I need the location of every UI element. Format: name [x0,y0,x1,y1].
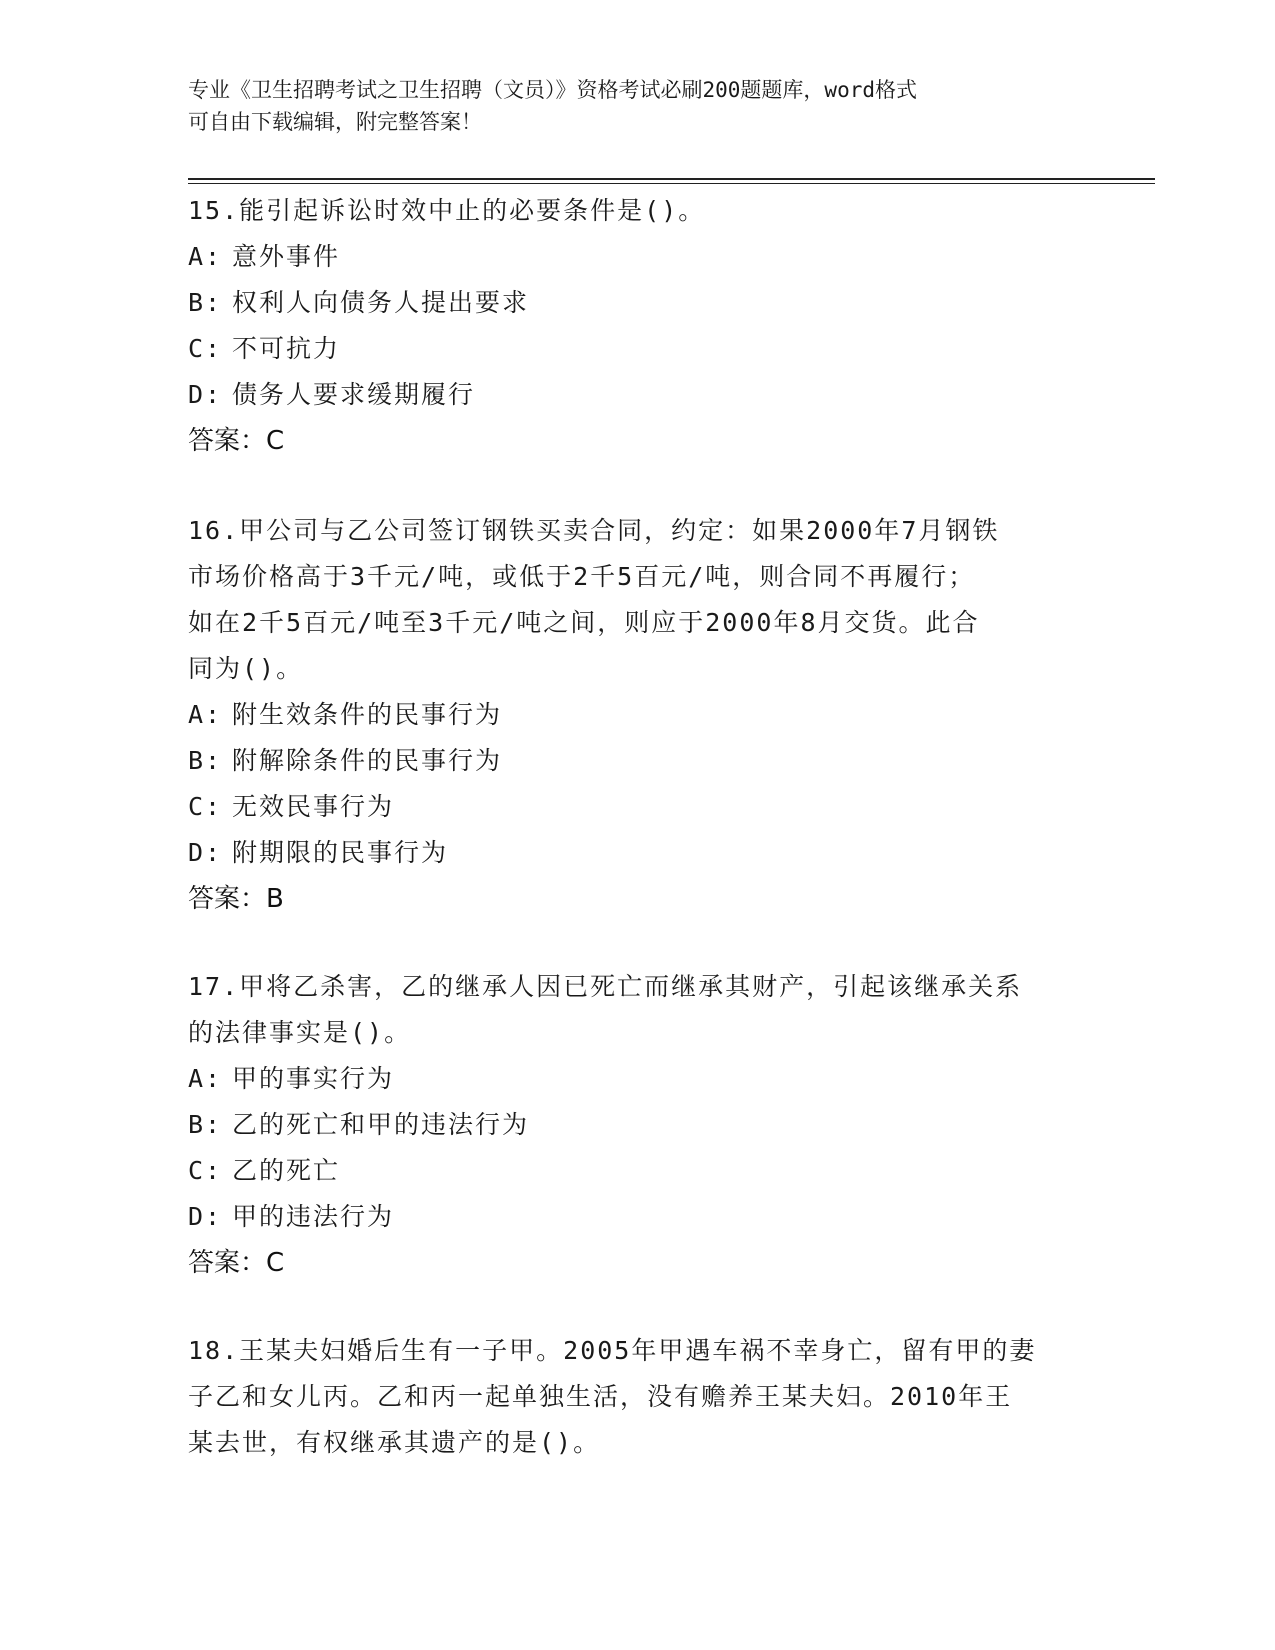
option-text: 乙的死亡和甲的违法行为 [232,1110,530,1139]
answer-label: 答案：C [188,426,285,456]
option-letter: A: [188,700,223,729]
option-text: 附期限的民事行为 [232,838,449,867]
option-c [188,1148,1088,1194]
question-18 [188,1328,1088,1466]
question-stem: 18.王某夫妇婚后生有一子甲。2005年甲遇车祸不幸身亡，留有甲的妻 [188,1336,1037,1365]
option-text: 乙的死亡 [232,1156,341,1185]
option-text: 甲的事实行为 [232,1064,395,1093]
option-c [188,326,1088,372]
option-letter: A: [188,242,223,271]
question-stem: 子乙和女儿丙。乙和丙一起单独生活，没有赡养王某夫妇。2010年王 [188,1382,1013,1411]
header-divider-thick [188,178,1155,180]
document-header [188,74,1088,138]
option-a [188,692,1088,738]
option-text: 债务人要求缓期履行 [232,380,476,409]
question-stem: 16.甲公司与乙公司签订钢铁买卖合同，约定：如果2000年7月钢铁 [188,516,1000,545]
question-stem: 市场价格高于3千元/吨，或低于2千5百元/吨，则合同不再履行； [188,562,976,591]
header-line-2: 可自由下载编辑，附完整答案！ [188,110,482,134]
question-16 [188,508,1088,922]
question-17 [188,964,1088,1286]
option-text: 附解除条件的民事行为 [232,746,503,775]
option-b [188,280,1088,326]
option-d [188,1194,1088,1240]
question-stem: 的法律事实是()。 [188,1018,412,1047]
question-stem: 如在2千5百元/吨至3千元/吨之间，则应于2000年8月交货。此合 [188,608,980,637]
header-line-1: 专业《卫生招聘考试之卫生招聘（文员）》资格考试必刷200题题库，word格式 [188,78,917,102]
question-stem: 17.甲将乙杀害，乙的继承人因已死亡而继承其财产，引起该继承关系 [188,972,1023,1001]
option-text: 无效民事行为 [232,792,395,821]
option-letter: B: [188,288,223,317]
question-stem: 同为()。 [188,654,304,683]
question-stem: 某去世，有权继承其遗产的是()。 [188,1428,601,1457]
question-stem: 15.能引起诉讼时效中止的必要条件是()。 [188,196,706,225]
answer-label: 答案：B [188,884,284,914]
header-divider-thin [188,183,1155,184]
option-letter: B: [188,746,223,775]
answer-label: 答案：C [188,1248,285,1278]
question-15 [188,188,1088,464]
option-letter: C: [188,1156,223,1185]
option-text: 不可抗力 [232,334,341,363]
option-d [188,372,1088,418]
option-letter: A: [188,1064,223,1093]
option-letter: D: [188,1202,223,1231]
option-letter: D: [188,380,223,409]
option-text: 权利人向债务人提出要求 [232,288,530,317]
option-a [188,234,1088,280]
option-letter: B: [188,1110,223,1139]
option-b [188,1102,1088,1148]
option-a [188,1056,1088,1102]
option-text: 附生效条件的民事行为 [232,700,503,729]
option-d [188,830,1088,876]
option-b [188,738,1088,784]
option-text: 甲的违法行为 [232,1202,395,1231]
option-letter: D: [188,838,223,867]
option-c [188,784,1088,830]
option-letter: C: [188,792,223,821]
option-text: 意外事件 [232,242,341,271]
option-letter: C: [188,334,223,363]
